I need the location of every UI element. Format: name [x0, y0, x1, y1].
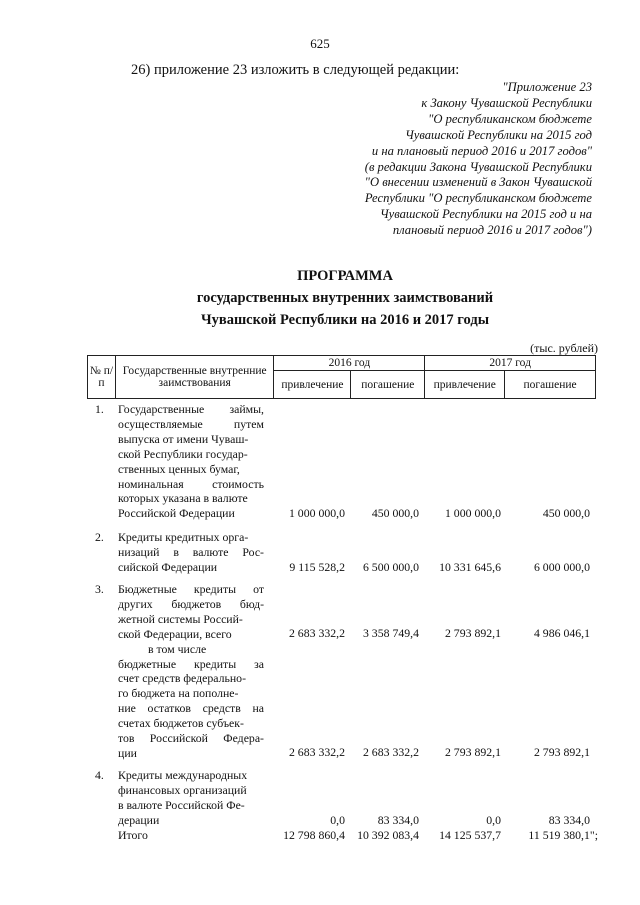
subvalue-attract-2016: 2 683 332,2	[288, 745, 345, 759]
page-number: 625	[310, 36, 330, 51]
row-number: 3.	[95, 582, 104, 596]
row-description: Бюджетные кредиты от других бюджетов бюд- жетной системы Россий- ской Федерации, всего в том числе бюджетные кредиты за счет средств федерально- го бюджета на пополне- ние остатков средств на счетах бюджетов субъек- тов Российской Федера- ции	[118, 582, 264, 760]
total-repay-2016: 10 392 083,4	[357, 828, 419, 842]
row-number: 2.	[95, 530, 104, 544]
appendix-line: к Закону Чувашской Республики	[421, 95, 592, 110]
total-repay-2017: 11 519 380,1";	[528, 828, 598, 842]
header-repay-2017: погашение	[505, 371, 596, 399]
value-attract-2016: 9 115 528,2	[289, 560, 345, 574]
appendix-heading	[292, 80, 592, 239]
row-number: 4.	[95, 768, 104, 782]
appendix-line: Республики "О республиканском бюджете	[364, 191, 592, 206]
subvalue-repay-2016: 2 683 332,2	[362, 745, 419, 759]
appendix-line: и на плановый период 2016 и 2017 годов"	[371, 143, 592, 158]
value-repay-2017: 83 334,0	[548, 813, 590, 827]
header-name: Государственные внутренние заимствования	[115, 356, 274, 399]
amendment-intro: 26) приложение 23 изложить в следующей редакции:	[131, 62, 460, 78]
value-repay-2016: 3 358 749,4	[362, 626, 419, 640]
value-repay-2016: 83 334,0	[377, 813, 419, 827]
header-year-2017: 2017 год	[425, 356, 596, 371]
value-attract-2017: 1 000 000,0	[444, 506, 501, 520]
total-attract-2016: 12 798 860,4	[283, 828, 345, 842]
header-repay-2016: погашение	[351, 371, 425, 399]
header-attract-2016: привлечение	[274, 371, 351, 399]
value-repay-2017: 450 000,0	[542, 506, 590, 520]
header-num: № п/п	[88, 356, 116, 399]
row-number: 1.	[95, 402, 104, 416]
header-year-2016: 2016 год	[274, 356, 425, 371]
value-attract-2017: 0,0	[486, 813, 501, 827]
row-sub-intro: в том числе	[148, 641, 207, 656]
value-attract-2016: 0,0	[330, 813, 345, 827]
value-attract-2016: 2 683 332,2	[288, 626, 345, 640]
row-description: Кредиты кредитных орга- низаций в валюте Рос- сийской Федерации	[118, 530, 264, 574]
value-repay-2016: 6 500 000,0	[362, 560, 419, 574]
appendix-line: "О республиканском бюджете	[428, 111, 592, 126]
appendix-line: Чувашской Республики на 2015 год	[405, 127, 592, 142]
appendix-line: Чувашской Республики на 2015 год и на	[379, 207, 592, 222]
table-header	[87, 355, 596, 399]
subvalue-attract-2017: 2 793 892,1	[444, 745, 501, 759]
value-attract-2017: 10 331 645,6	[439, 560, 501, 574]
value-repay-2017: 4 986 046,1	[533, 626, 590, 640]
value-repay-2016: 450 000,0	[371, 506, 419, 520]
header-attract-2017: привлечение	[425, 371, 505, 399]
total-attract-2017: 14 125 537,7	[439, 828, 501, 842]
appendix-line: "О внесении изменений в Закон Чувашской	[364, 175, 592, 190]
appendix-line: (в редакции Закона Чувашской Республики	[364, 159, 592, 174]
program-title: ПРОГРАММА	[297, 268, 393, 284]
program-subtitle-period: Чувашской Республики на 2016 и 2017 годы	[200, 312, 490, 328]
value-repay-2017: 6 000 000,0	[533, 560, 590, 574]
units-label: (тыс. рублей)	[530, 341, 598, 355]
total-label: Итого	[118, 828, 148, 842]
value-attract-2016: 1 000 000,0	[288, 506, 345, 520]
program-subtitle: государственных внутренних заимствований	[196, 290, 494, 306]
row-description: Государственные займы, осуществляемые путем выпуска от имени Чуваш- ской Республики государ- ственных ценных бумаг, номинальная стоимость которых указана в валюте Российской Федерации	[118, 402, 264, 521]
row-description: Кредиты международных финансовых организаций в валюте Российской Фе- дерации	[118, 768, 248, 827]
appendix-line: плановый период 2016 и 2017 годов")	[392, 223, 592, 238]
value-attract-2017: 2 793 892,1	[444, 626, 501, 640]
appendix-line: "Приложение 23	[502, 80, 592, 94]
subvalue-repay-2017: 2 793 892,1	[533, 745, 590, 759]
